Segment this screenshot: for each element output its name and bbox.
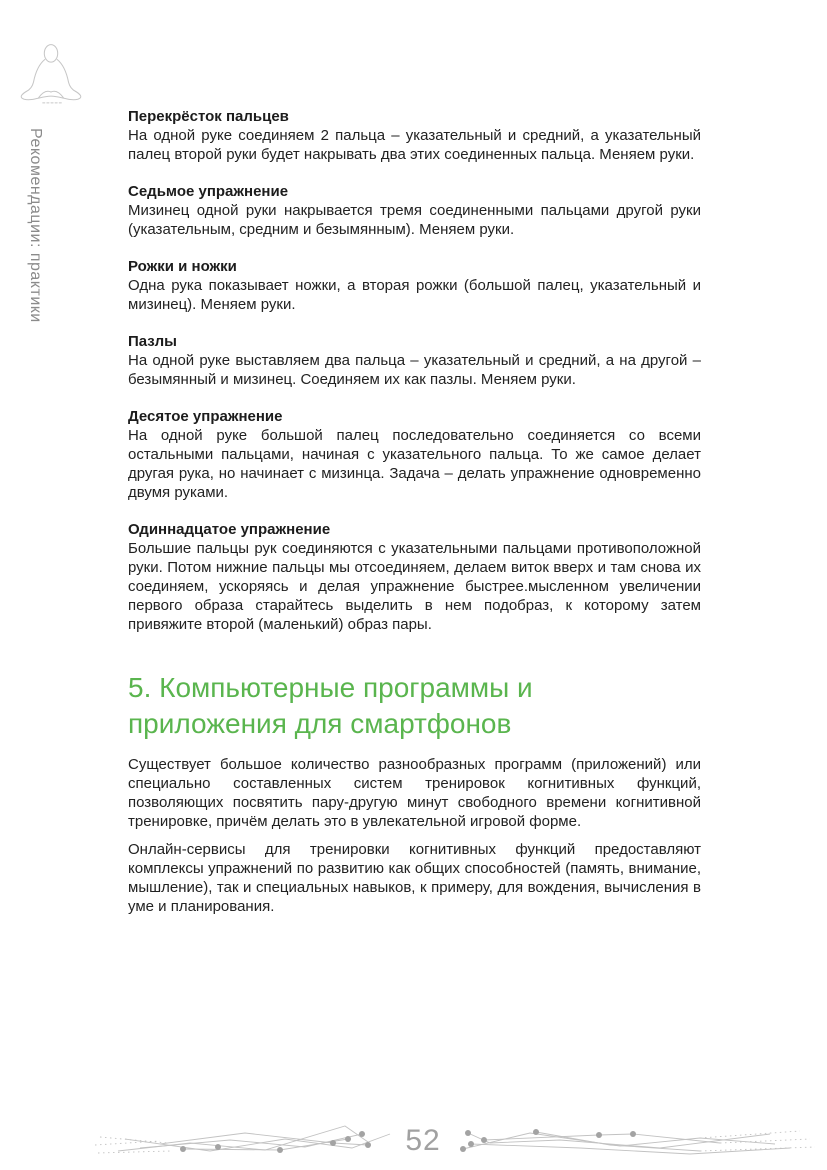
exercise-title: Одиннадцатое упражнение — [128, 521, 331, 538]
content-area — [128, 107, 701, 925]
exercise-body: На одной руке большой палец последовательно соединяется со всеми остальными пальцами, начиная с указательного пальца. То же самое делает другая рука, но начинает с мизинца. Задача – делать упражнение одновременно двумя руками. — [128, 427, 701, 501]
exercise-section — [128, 107, 701, 164]
exercise-title: Перекрёсток пальцев — [128, 108, 289, 125]
chapter-paragraph: Онлайн-сервисы для тренировки когнитивных функций предоставляют комплексы упражнений по развитию как общих способностей (память, внимание, мышление), так и специальных навыков, к примеру, для вождения, вычисления в уме и планирования. — [128, 841, 701, 915]
exercise-title: Пазлы — [128, 333, 177, 350]
chapter-title — [128, 670, 701, 742]
sidebar-vertical-label: Рекомендации: практики — [27, 128, 44, 323]
exercise-body: Мизинец одной руки накрывается тремя соединенными пальцами другой руки (указательным, средним и безымянным). Меняем руки. — [128, 202, 701, 238]
exercise-title: Рожки и ножки — [128, 258, 237, 275]
chapter-title-line2: приложения для смартфонов — [128, 708, 512, 739]
page-number: 52 — [405, 1124, 441, 1157]
exercise-title: Десятое упражнение — [128, 408, 283, 425]
exercise-section — [128, 332, 701, 389]
exercise-body: На одной руке соединяем 2 пальца – указательный и средний, а указательный палец второй руки будет накрывать два этих соединенных пальца. Меняем руки. — [128, 127, 701, 163]
exercise-body: На одной руке выставляем два пальца – указательный и средний, а на другой – безымянный и мизинец. Соединяем их как пазлы. Меняем руки. — [128, 352, 701, 388]
exercise-title: Седьмое упражнение — [128, 183, 289, 200]
exercise-body: Одна рука показывает ножки, а вторая рожки (большой палец, указательный и мизинец). Меняем руки. — [128, 277, 701, 313]
meditation-icon — [18, 44, 84, 108]
chapter-title-line1: 5. Компьютерные программы и — [128, 672, 533, 703]
exercise-section — [128, 407, 701, 502]
exercise-body: Большие пальцы рук соединяются с указательными пальцами противоположной руки. Потом нижние пальцы мы отсоединяем, делаем виток вверх и там снова их соединяем, ускоряясь и делая упражнение быстрее.мысленном увеличении первого образа старайтесь выделить в нем подобраз, к которому затем привяжите второй (маленький) образ пары. — [128, 540, 701, 633]
exercise-section — [128, 257, 701, 314]
exercise-section — [128, 182, 701, 239]
chapter-paragraph: Существует большое количество разнообразных программ (приложений) или специально составленных систем тренировок когнитивных функций, позволяющих посвятить пару-другую минут свободного времени когнитивной тренировке, причём делать это в увлекательной игровой форме. — [128, 756, 701, 830]
exercise-section — [128, 520, 701, 634]
